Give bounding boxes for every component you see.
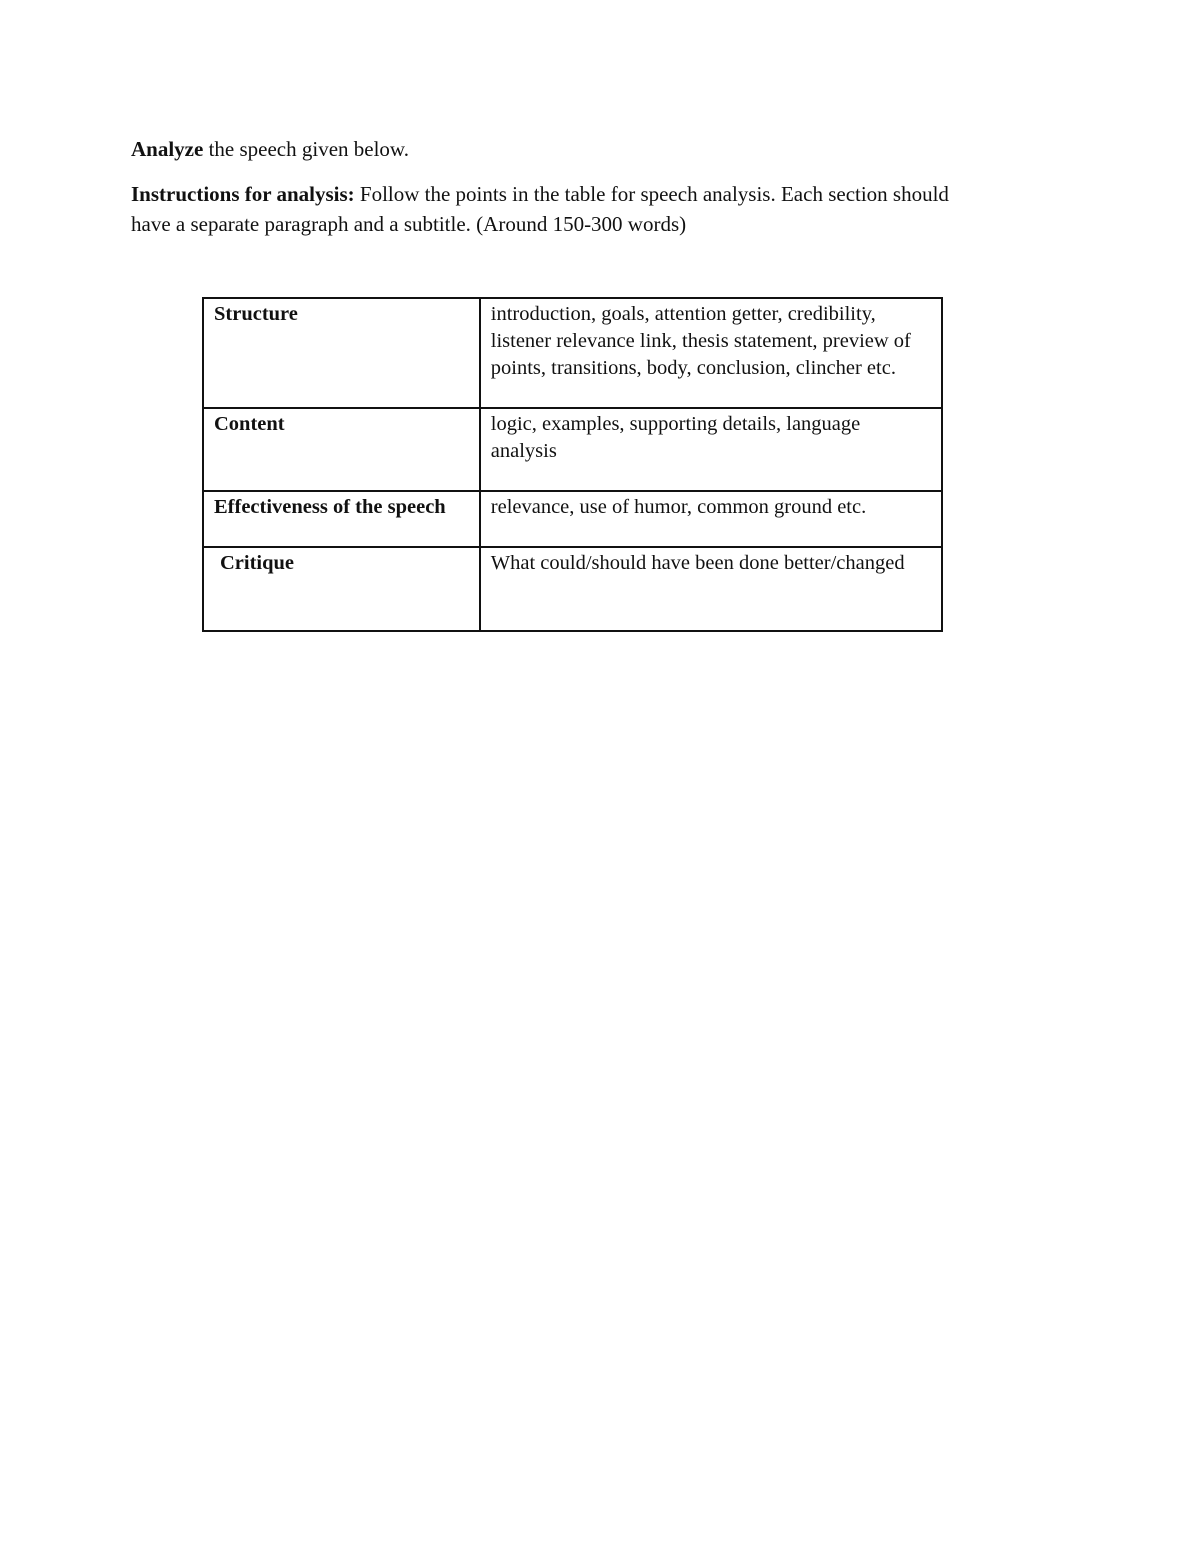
row-label-text: Critique xyxy=(220,552,295,574)
intro-text: the speech given below. xyxy=(203,137,409,161)
row-value: relevance, use of humor, common ground etc. xyxy=(480,491,942,547)
analysis-table xyxy=(202,297,943,632)
table-row xyxy=(203,298,942,408)
intro-bold: Analyze xyxy=(131,137,204,161)
row-value: What could/should have been done better/changed xyxy=(480,547,942,631)
row-label: Content xyxy=(203,408,480,491)
table-row xyxy=(203,408,942,491)
table-row xyxy=(203,491,942,547)
instructions-line-1 xyxy=(131,179,1061,209)
row-label: Structure xyxy=(203,298,480,408)
instructions-text-1: Follow the points in the table for speech analysis. Each section should xyxy=(354,182,949,206)
row-value: logic, examples, supporting details, language analysis xyxy=(480,408,942,491)
row-value: introduction, goals, attention getter, credibility, listener relevance link, thesis statement, preview of points, transitions, body, conclusion, clincher etc. xyxy=(480,298,942,408)
table-row xyxy=(203,547,942,631)
instructions-bold: Instructions for analysis: xyxy=(131,182,355,206)
instructions-line-2: have a separate paragraph and a subtitle. (Around 150-300 words) xyxy=(131,212,687,236)
row-label xyxy=(203,547,480,631)
intro-line xyxy=(131,135,409,163)
instructions-paragraph xyxy=(131,179,1061,239)
row-label: Effectiveness of the speech xyxy=(203,491,480,547)
